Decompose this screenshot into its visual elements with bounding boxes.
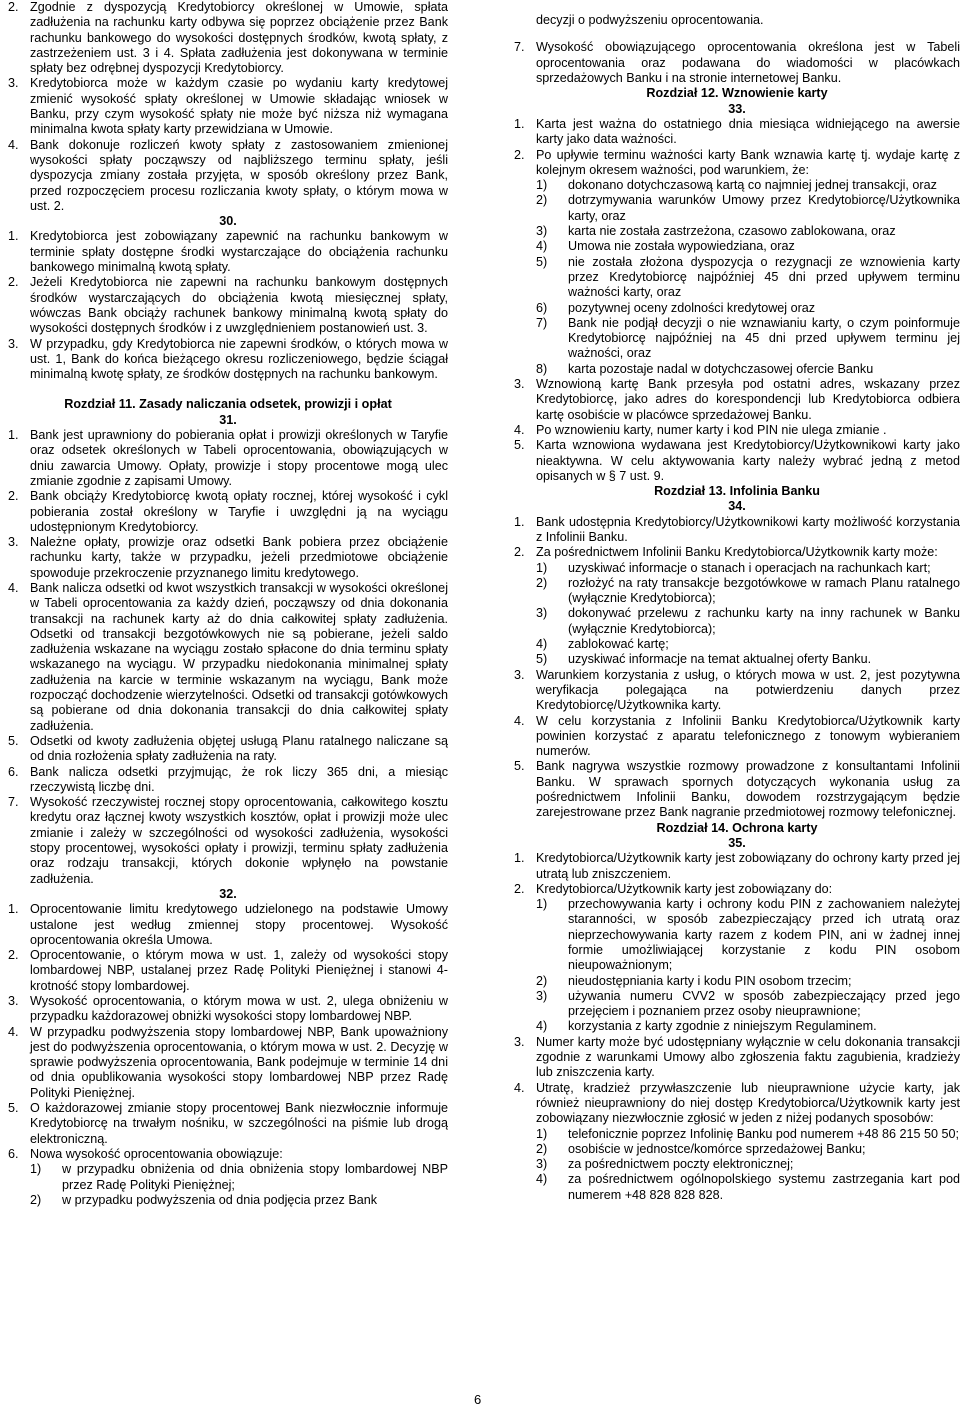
sub-list-item — [536, 255, 960, 301]
item-number: 6. — [8, 1146, 19, 1161]
numbered-paragraph — [8, 734, 448, 765]
numbered-paragraph — [8, 138, 448, 214]
numbered-paragraph — [8, 1147, 448, 1162]
sub-list-item — [30, 1193, 448, 1208]
item-number: 3. — [8, 336, 19, 351]
item-text: Bank obciąży Kredytobiorcę kwotą opłaty rocznej, której wysokość i cykl pobierania został określony w Taryfie i uwzględni ją na wyciągu udostępnionym Kredytobiorcy. — [30, 489, 448, 534]
numbered-paragraph — [8, 581, 448, 734]
item-text: Po upływie terminu ważności karty Bank wznawia kartę tj. wydaje kartę z kolejnym okresem ważności, pod warunkiem, że: — [536, 147, 960, 177]
item-text: Utratę, kradzież przywłaszczenie lub nieuprawnione użycie karty, jak również nieuprawniony do niej dostęp Kredytobiorca/Użytkownik karty jest zobowiązany niezwłocznie zgłosić w jeden z niżej podanych sposobów: — [536, 1080, 960, 1126]
section-heading: Rozdział 12. Wznowienie karty — [646, 86, 828, 101]
numbered-paragraph — [8, 765, 448, 796]
item-text: Kredytobiorca/Użytkownik karty jest zobowiązany do: — [536, 881, 833, 896]
item-text: Karta wznowiona wydawana jest Kredytobiorcy/Użytkownikowi karty jako nieaktywna. W celu aktywowania karty należy wybrać jedną z metod opisanych w § 7 ust. 9. — [536, 438, 960, 483]
item-text: za pośrednictwem poczty elektronicznej; — [568, 1157, 794, 1172]
section-heading: Rozdział 11. Zasady naliczania odsetek, prowizji i opłat — [64, 397, 392, 412]
numbered-paragraph — [514, 882, 960, 897]
item-number: 3) — [536, 606, 548, 621]
section-heading: 34. — [728, 499, 746, 514]
numbered-paragraph — [8, 948, 448, 994]
item-text: Należne opłaty, prowizje oraz odsetki Bank pobiera przez obciążenie rachunku karty, także w przypadku, jeżeli przedmiotowe obciążenie spowoduje przekroczenie przyznanego limitu kredytowego. — [30, 535, 448, 580]
item-text: pozytywnej oceny zdolności kredytowej oraz — [568, 300, 816, 315]
item-text: W przypadku podwyższenia stopy lombardowej NBP, Bank upoważniony jest do podwyższenia oprocentowania, o którym mowa w ust. 2. Decyzję w sprawie podwyższenia oprocentowania, Bank podejmuje w terminie 14 dni od dnia opublikowania wysokości stopy lombardowej NBP przez Radę Polityki Pieniężnej. — [30, 1024, 448, 1100]
item-number: 2) — [536, 575, 548, 590]
item-number: 4) — [536, 1172, 548, 1187]
item-number: 1) — [536, 1126, 548, 1141]
item-text: Bank nalicza odsetki przyjmując, że rok liczy 365 dni, a miesiąc rzeczywistą liczbę dni. — [30, 764, 448, 794]
item-number: 2. — [8, 0, 19, 14]
item-number: 4. — [8, 580, 19, 595]
item-text: zablokować kartę; — [568, 637, 669, 652]
numbered-paragraph — [514, 1035, 960, 1081]
item-text: Wysokość rzeczywistej rocznej stopy oprocentowania, całkowitego kosztu kredytu oraz łącznej kwoty wszystkich kosztów, opłat i prowizji może ulec zmianie i zależy w szczególności od wysokości zadłużenia, wysokości stopy procentowej, wysokości opłaty i prowizji, terminu spłaty zadłużenia oraz rodzaju transakcji, których dokonie wpłynęło na powstanie zadłużenia. — [30, 795, 448, 886]
item-number: 2. — [514, 545, 525, 560]
numbered-paragraph — [8, 795, 448, 887]
item-text: rozłożyć na raty transakcje bezgotówkowe w ramach Planu ratalnego (wyłącznie Kredytobiorca); — [568, 575, 960, 606]
item-number: 2. — [514, 881, 525, 896]
sub-list-item — [536, 897, 960, 973]
sub-list-item — [536, 1142, 960, 1157]
sub-list-item — [536, 193, 960, 224]
sub-list-item — [536, 1127, 960, 1142]
item-text: używania numeru CVV2 w sposób zabezpieczający przed jego przejęciem i poznaniem przez osoby nieuprawnione; — [568, 988, 960, 1019]
item-text: Bank nie podjął decyzji o nie wznawianiu karty, o czym poinformuje Kredytobiorcę najpóźniej na 45 dni przed upływem terminu jej ważności, oraz — [568, 315, 960, 361]
item-text: Kredytobiorca jest zobowiązany zapewnić na rachunku bankowym w terminie spłaty dostępne środki wystarczające do obciążenia rachunku bankowego minimalną kwotą spłaty. — [30, 229, 448, 275]
sub-list-item — [536, 989, 960, 1020]
item-number: 5. — [8, 733, 19, 748]
item-text: Oprocentowanie, o którym mowa w ust. 1, zależy od wysokości stopy lombardowej NBP, ustalanej przez Radę Polityki Pieniężnej i stanowi 4-krotność stopy lombardowej. — [30, 948, 448, 993]
numbered-paragraph — [8, 428, 448, 489]
item-number: 4. — [514, 422, 525, 437]
item-number: 2. — [514, 147, 525, 162]
sub-list-item — [536, 301, 960, 316]
numbered-paragraph — [8, 535, 448, 581]
item-text: Jeżeli Kredytobiorca nie zapewni na rachunku bankowym dostępnych środków wystarczających do obciążenia kwotą miesięcznej spłaty, wówczas Bank obciąży rachunek bankowy minimalną kwotą spłaty do wysokości dostępnych środków i z uwzględnieniem postanowień ust. 3. — [30, 275, 448, 336]
item-number: 7) — [536, 315, 548, 330]
item-number: 3) — [536, 1157, 548, 1172]
item-text: osobiście w jednostce/komórce sprzedażowej Banku; — [568, 1141, 866, 1156]
item-number: 1) — [536, 178, 548, 193]
item-number: 7. — [514, 40, 525, 55]
item-text: uzyskiwać informacje na temat aktualnej oferty Banku. — [568, 652, 872, 667]
item-text: Bank nalicza odsetki od kwot wszystkich transakcji w wysokości określonej w Tabeli oprocentowania za każdy dzień, począwszy od dnia dokonania transakcji na rachunek karty aż do dnia całkowitej spłaty zadłużenia. Odsetki od transakcji bezgotówkowych nie są pobierane, jeżeli saldo zadłużenia wskazane na wyciągu zostało spłacone do dnia terminu spłaty wskazanego na wyciągu. W przypadku niedokonania minimalnej spłaty zadłużenia na karcie w terminie wskazanym na wyciągu, Bank może rozpocząć dochodzenie wierzytelności. Odsetki od transakcji gotówkowych są pobierane od dnia dokonania transakcji do dnia całkowitej spłaty zadłużenia. — [30, 580, 448, 733]
item-text: za pośrednictwem ogólnopolskiego systemu zastrzegania kart pod numerem +48 828 828 828. — [568, 1172, 960, 1202]
item-text: Bank udostępnia Kredytobiorcy/Użytkownikowi karty możliwość korzystania z Infolinii Banku. — [536, 514, 960, 544]
sub-list-item — [536, 637, 960, 652]
numbered-paragraph — [514, 117, 960, 148]
item-text: przechowywania karty i ochrony kodu PIN z zachowaniem należytej staranności, w sposób zabezpieczający przed ich utratą oraz nieprzechowywania karty razem z kodem PIN, ani w żadnej innej formie umożliwiającej korzystanie z kodu PIN osobom nieupoważnionym; — [568, 897, 960, 973]
section-heading: Rozdział 13. Infolinia Banku — [654, 484, 820, 499]
numbered-paragraph — [8, 902, 448, 948]
item-text: Umowa nie została wypowiedziana, oraz — [568, 239, 795, 254]
item-number: 1. — [514, 116, 525, 131]
item-number: 1. — [8, 428, 19, 443]
item-number: 5) — [536, 254, 548, 269]
item-number: 3) — [536, 988, 548, 1003]
numbered-paragraph — [8, 337, 448, 383]
item-number: 3. — [514, 1034, 525, 1049]
item-number: 6. — [8, 764, 19, 779]
item-text: dokonano dotychczasową kartą co najmniej jednej transakcji, oraz — [568, 178, 937, 193]
numbered-paragraph — [8, 0, 448, 76]
item-text: korzystania z karty zgodnie z niniejszym Regulaminem. — [568, 1019, 877, 1034]
sub-list-item — [536, 1172, 960, 1203]
item-text: Warunkiem korzystania z usług, o których mowa w ust. 2, jest pozytywna weryfikacja polegająca na potwierdzeniu danych przez Kredytobiorcę/Użytkownika karty. — [536, 667, 960, 713]
page-number: 6 — [474, 1392, 482, 1407]
numbered-paragraph — [514, 515, 960, 546]
item-text: Zgodnie z dyspozycją Kredytobiorcy określonej w Umowie, spłata zadłużenia na rachunku karty odbywa się poprzez obciążenie przez Bank rachunku bankowego do wysokości dostępnych środków, kwotą spłaty, z zastrzeżeniem ust. 3 i 4. Spłata zadłużenia jest dokonywana w terminie spłaty bez odrębnej dyspozycji Kredytobiorcy. — [30, 0, 448, 76]
item-text: karta nie została zastrzeżona, czasowo zablokowana, oraz — [568, 224, 896, 239]
item-number: 1. — [8, 902, 19, 917]
item-text: Kredytobiorca może w każdym czasie po wydaniu karty kredytowej zmienić wysokość spłaty określonej w Umowie składając wniosek w Banku, przy czym wysokość spłaty nie może być niższa niż wymagana minimalna kwota spłaty karty przewidziana w Umowie. — [30, 76, 448, 137]
item-text: Po wznowieniu karty, numer karty i kod PIN nie ulega zmianie . — [536, 422, 887, 437]
item-number: 2) — [536, 193, 548, 208]
item-text: Karta jest ważna do ostatniego dnia miesiąca widniejącego na awersie karty jako data ważności. — [536, 116, 960, 147]
item-text: W przypadku, gdy Kredytobiorca nie zapewni środków, o których mowa w ust. 1, Bank do końca bieżącego okresu rozliczeniowego, będzie ściągał minimalną kwotę spłaty, ze środków dostępnych na rachunku bankowym. — [30, 336, 448, 382]
numbered-paragraph — [8, 229, 448, 275]
item-number: 4. — [8, 137, 19, 152]
item-number: 5. — [8, 1101, 19, 1116]
numbered-paragraph — [514, 423, 960, 438]
sub-list-item — [536, 316, 960, 362]
numbered-paragraph — [514, 40, 960, 86]
sub-list-item — [536, 178, 960, 193]
item-text: Wznowioną kartę Bank przesyła pod ostatni adres, wskazany przez Kredytobiorcę, jako adres do korespondencji lub Kredytobiorca odbiera kartę osobiście w placówce sprzedażowej Banku. — [536, 377, 960, 422]
item-number: 4) — [536, 239, 548, 254]
item-text: Bank dokonuje rozliczeń kwoty spłaty z zastosowaniem zmienionej wysokości spłaty począwszy od najbliższego terminu spłaty, jeśli dyspozycja zmiany została przyjęta, w sposób określony przez Bank, przed rozpoczęciem procesu rozliczania kwoty spłaty, o którym mowa w ust. 2. — [30, 137, 448, 213]
item-text: nieudostępniania karty i kodu PIN osobom trzecim; — [568, 973, 852, 988]
sub-list-item — [536, 576, 960, 607]
sub-list-item — [536, 652, 960, 667]
item-number: 4. — [8, 1024, 19, 1039]
numbered-paragraph — [514, 148, 960, 179]
numbered-paragraph — [8, 994, 448, 1025]
item-number: 1. — [514, 851, 525, 866]
section-heading: 35. — [728, 835, 746, 850]
item-text: w przypadku podwyższenia od dnia podjęcia przez Bank — [62, 1192, 378, 1207]
item-text: Oprocentowanie limitu kredytowego udzielonego na podstawie Umowy ustalone jest według zmiennej stopy procentowej. Wysokość oprocentowania określa Umowa. — [30, 902, 448, 947]
numbered-paragraph — [8, 489, 448, 535]
numbered-paragraph — [514, 714, 960, 760]
item-number: 5. — [514, 438, 525, 453]
item-text: Numer karty może być udostępniany wyłącznie w celu dokonania transakcji zgodnie z warunkami Umowy albo zgłoszenia faktu zagubienia, kradzieży lub zniszczenia karty. — [536, 1034, 960, 1080]
numbered-paragraph — [514, 668, 960, 714]
sub-list-item — [536, 974, 960, 989]
sub-list-item — [536, 561, 960, 576]
item-number: 7. — [8, 795, 19, 810]
item-number: 3. — [514, 377, 525, 392]
item-number: 3. — [8, 535, 19, 550]
numbered-paragraph — [514, 1081, 960, 1127]
left-column — [8, 0, 448, 1208]
sub-list-item — [536, 224, 960, 239]
sub-list-item — [536, 362, 960, 377]
item-number: 3. — [8, 76, 19, 91]
section-heading: 32. — [219, 886, 237, 901]
numbered-paragraph — [514, 759, 960, 820]
item-text: Bank jest uprawniony do pobierania opłat i prowizji określonych w Taryfie oraz odsetek określonych w Tabeli oprocentowania, obowiązujących w dniu zawarcia Umowy. Opłaty, prowizje i stopy procentowe mogą ulec zmianie zgodnie z zapisami Umowy. — [30, 428, 448, 488]
item-number: 2. — [8, 275, 19, 290]
section-heading: 30. — [219, 214, 237, 229]
item-number: 3. — [8, 994, 19, 1008]
sub-list-item — [536, 1019, 960, 1034]
item-text: Odsetki od kwoty zadłużenia objętej usługą Planu ratalnego naliczane są od dnia rozłożenia spłaty zadłużenia na raty. — [30, 733, 448, 764]
item-text: W celu korzystania z Infolinii Banku Kredytobiorca/Użytkownik karty powinien korzystać z aparatu telefonicznego z tonowym wybieraniem numerów. — [536, 713, 960, 759]
item-text: uzyskiwać informacje o stanach i operacjach na rachunkach kart; — [568, 560, 931, 575]
sub-list-item — [30, 1162, 448, 1193]
item-text: O każdorazowej zmianie stopy procentowej Bank niezwłocznie informuje Kredytobiorcę na trwałym nośniku, w szczególności na piśmie lub drogą elektroniczną. — [30, 1101, 448, 1146]
section-heading: 31. — [219, 412, 237, 427]
right-column — [514, 0, 960, 1203]
numbered-paragraph — [514, 438, 960, 484]
spacer — [8, 382, 448, 397]
item-number: 4) — [536, 637, 548, 652]
item-text: karta pozostaje nadal w dotychczasowej ofercie Banku — [568, 361, 874, 376]
numbered-paragraph — [514, 851, 960, 882]
item-number: 1. — [8, 229, 19, 244]
item-number: 4. — [514, 713, 525, 728]
sub-list-item — [536, 606, 960, 637]
numbered-paragraph — [514, 377, 960, 423]
item-number: 5. — [514, 759, 525, 774]
item-text: Nowa wysokość oprocentowania obowiązuje: — [30, 1146, 283, 1161]
numbered-paragraph — [8, 76, 448, 137]
item-text: Wysokość obowiązującego oprocentowania określona jest w Tabeli oprocentowania oraz podawana do wiadomości w placówkach sprzedażowych Banku i na stronie internetowej Banku. — [536, 40, 960, 86]
item-number: 8) — [536, 361, 548, 376]
item-number: 1) — [536, 560, 548, 575]
item-text: telefonicznie poprzez Infolinię Banku pod numerem +48 86 215 50 50; — [568, 1126, 960, 1141]
item-number: 5) — [536, 652, 548, 667]
item-number: 2. — [8, 948, 19, 963]
item-number: 1) — [30, 1162, 42, 1177]
item-number: 2) — [536, 973, 548, 988]
numbered-paragraph — [514, 545, 960, 560]
numbered-paragraph — [8, 1101, 448, 1147]
paragraph-continuation: decyzji o podwyższeniu oprocentowania. — [536, 12, 764, 27]
sub-list-item — [536, 1157, 960, 1172]
item-number: 2) — [536, 1141, 548, 1156]
item-number: 3) — [536, 224, 548, 239]
item-text: nie została złożona dyspozycja o rezygnacji ze wznowienia karty przez Kredytobiorcę najpóźniej 45 dni przed upływem terminu ważności karty, oraz — [568, 254, 960, 300]
item-text: Za pośrednictwem Infolinii Banku Kredytobiorca/Użytkownik karty może: — [536, 545, 938, 560]
item-text: Bank nagrywa wszystkie rozmowy prowadzone z konsultantami Infolinii Banku. W sprawach spornych dotyczących wykonania usług za pośrednictwem Infolinii Banku, dowodem rozstrzygającym będzie zarejestrowane przez Bank nagranie przedmiotowej rozmowy telefonicznej. — [536, 759, 960, 820]
section-heading: 33. — [728, 101, 746, 116]
item-number: 1. — [514, 514, 525, 529]
item-number: 6) — [536, 300, 548, 315]
numbered-paragraph — [8, 1025, 448, 1101]
item-number: 3. — [514, 667, 525, 682]
item-number: 2. — [8, 489, 19, 504]
item-number: 4. — [514, 1080, 525, 1095]
item-text: Wysokość oprocentowania, o którym mowa w ust. 2, ulega obniżeniu w przypadku każdorazowej obniżki wysokości stopy lombardowej NBP. — [30, 994, 448, 1024]
section-heading: Rozdział 14. Ochrona karty — [656, 820, 818, 835]
item-text: dotrzymywania warunków Umowy przez Kredytobiorcę/Użytkownika karty, oraz — [568, 193, 960, 223]
item-number: 2) — [30, 1192, 42, 1207]
item-text: Kredytobiorca/Użytkownik karty jest zobowiązany do ochrony karty przed jej utratą lub zniszczeniem. — [536, 851, 960, 881]
item-text: dokonywać przelewu z rachunku karty na inny rachunek w Banku (wyłącznie Kredytobiorca); — [568, 606, 960, 636]
item-number: 1) — [536, 897, 548, 912]
sub-list-item — [536, 239, 960, 254]
numbered-paragraph — [8, 275, 448, 336]
item-text: w przypadku obniżenia od dnia obniżenia stopy lombardowej NBP przez Radę Polityki Pieniężnej; — [62, 1162, 448, 1192]
item-number: 4) — [536, 1019, 548, 1034]
